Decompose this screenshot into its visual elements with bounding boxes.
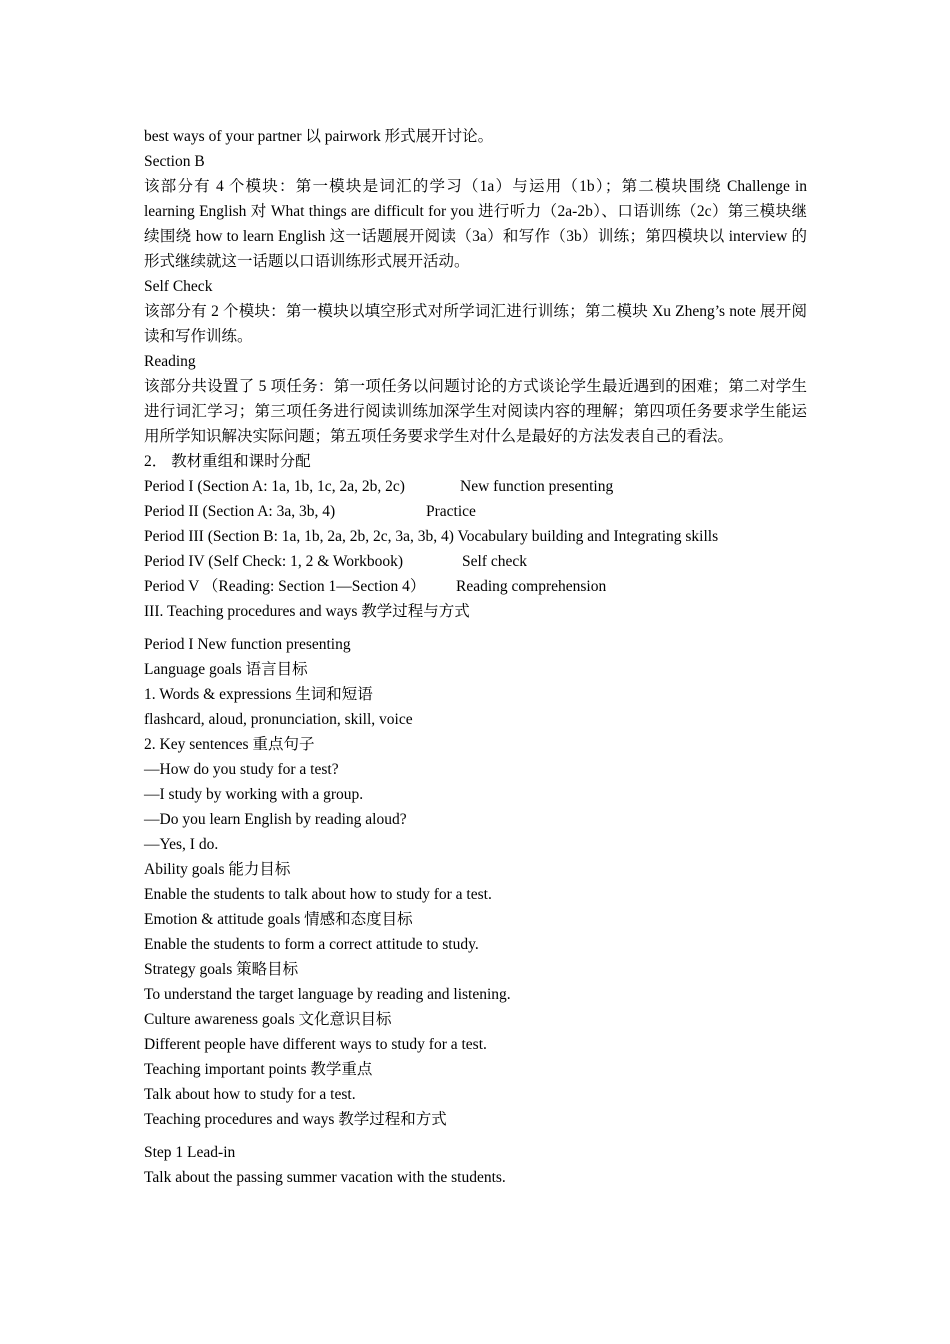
subheading-ability-goals: Ability goals 能力目标: [144, 861, 291, 878]
subheading-words: 1. Words & expressions 生词和短语: [144, 686, 373, 703]
section-heading-period-allocation: 2． 教材重组和课时分配: [144, 453, 311, 470]
period-name: Period IV (Self Check: 1, 2 & Workbook): [144, 553, 404, 570]
period-name: Period II (Section A: 3a, 3b, 4): [144, 503, 336, 520]
text-line: Enable the students to form a correct attitude to study.: [144, 936, 479, 953]
subheading-key-sentences: 2. Key sentences 重点句子: [144, 736, 315, 753]
text-line: Talk about how to study for a test.: [144, 1086, 356, 1103]
dialogue-line: —Yes, I do.: [144, 836, 219, 853]
vocabulary-list: flashcard, aloud, pronunciation, skill, voice: [144, 711, 413, 728]
dialogue-line: —I study by working with a group.: [144, 786, 364, 803]
dialogue-line: —How do you study for a test?: [144, 761, 339, 778]
period-title: Period I New function presenting: [144, 636, 351, 653]
period-name: Period V （Reading: Section 1—Section 4）: [144, 578, 426, 595]
section-heading-self-check: Self Check: [144, 278, 213, 295]
period-name: Period III (Section B: 1a, 1b, 2a, 2b, 2c, 3a, 3b, 4) Vocabulary building and Integrating skills: [144, 528, 719, 545]
period-focus: New function presenting: [460, 478, 614, 495]
subheading-important-points: Teaching important points 教学重点: [144, 1061, 373, 1078]
document-body: [144, 124, 807, 1190]
period-row: [144, 474, 807, 499]
section-heading-section-b: Section B: [144, 153, 205, 170]
section-b-description: 该部分有 4 个模块：第一模块是词汇的学习（1a）与运用（1b）；第二模块围绕 Challenge in learning English 对 What things are difficult for you 进行听力（2a-2b）、口语训练（2c）第三模块继续围绕 how to learn English 这一话题展开阅读（3a）和写作（3b）训练；第四模块以 interview 的形式继续就这一话题以口语训练形式展开活动。: [144, 178, 807, 270]
subheading-strategy-goals: Strategy goals 策略目标: [144, 961, 299, 978]
subheading-emotion-goals: Emotion & attitude goals 情感和态度目标: [144, 911, 413, 928]
period-focus: Self check: [462, 553, 527, 570]
subheading-culture-goals: Culture awareness goals 文化意识目标: [144, 1011, 392, 1028]
self-check-description: 该部分有 2 个模块：第一模块以填空形式对所学词汇进行训练；第二模块 Xu Zheng’s note 展开阅读和写作训练。: [144, 303, 807, 345]
period-name: Period I (Section A: 1a, 1b, 1c, 2a, 2b, 2c): [144, 478, 405, 495]
period-row: [144, 574, 807, 599]
text-line: Enable the students to talk about how to study for a test.: [144, 886, 492, 903]
step-heading: Step 1 Lead-in: [144, 1144, 236, 1161]
subheading-language-goals: Language goals 语言目标: [144, 661, 308, 678]
period-row: [144, 524, 807, 549]
text-line: best ways of your partner 以 pairwork 形式展开讨论。: [144, 128, 494, 145]
period-row: [144, 499, 807, 524]
reading-description: 该部分共设置了 5 项任务：第一项任务以问题讨论的方式谈论学生最近遇到的困难；第二对学生进行词汇学习；第三项任务进行阅读训练加深学生对阅读内容的理解；第四项任务要求学生能运用所学知识解决实际问题；第五项任务要求学生对什么是最好的方法发表自己的看法。: [144, 378, 807, 445]
text-line: To understand the target language by reading and listening.: [144, 986, 511, 1003]
section-heading-reading: Reading: [144, 353, 196, 370]
text-line: Different people have different ways to study for a test.: [144, 1036, 487, 1053]
text-line: Talk about the passing summer vacation with the students.: [144, 1169, 506, 1186]
period-focus: Reading comprehension: [456, 578, 607, 595]
period-focus: Practice: [426, 503, 476, 520]
section-heading-teaching-procedures: III. Teaching procedures and ways 教学过程与方式: [144, 603, 470, 620]
dialogue-line: —Do you learn English by reading aloud?: [144, 811, 407, 828]
subheading-teaching-procedures: Teaching procedures and ways 教学过程和方式: [144, 1111, 447, 1128]
period-row: [144, 549, 807, 574]
